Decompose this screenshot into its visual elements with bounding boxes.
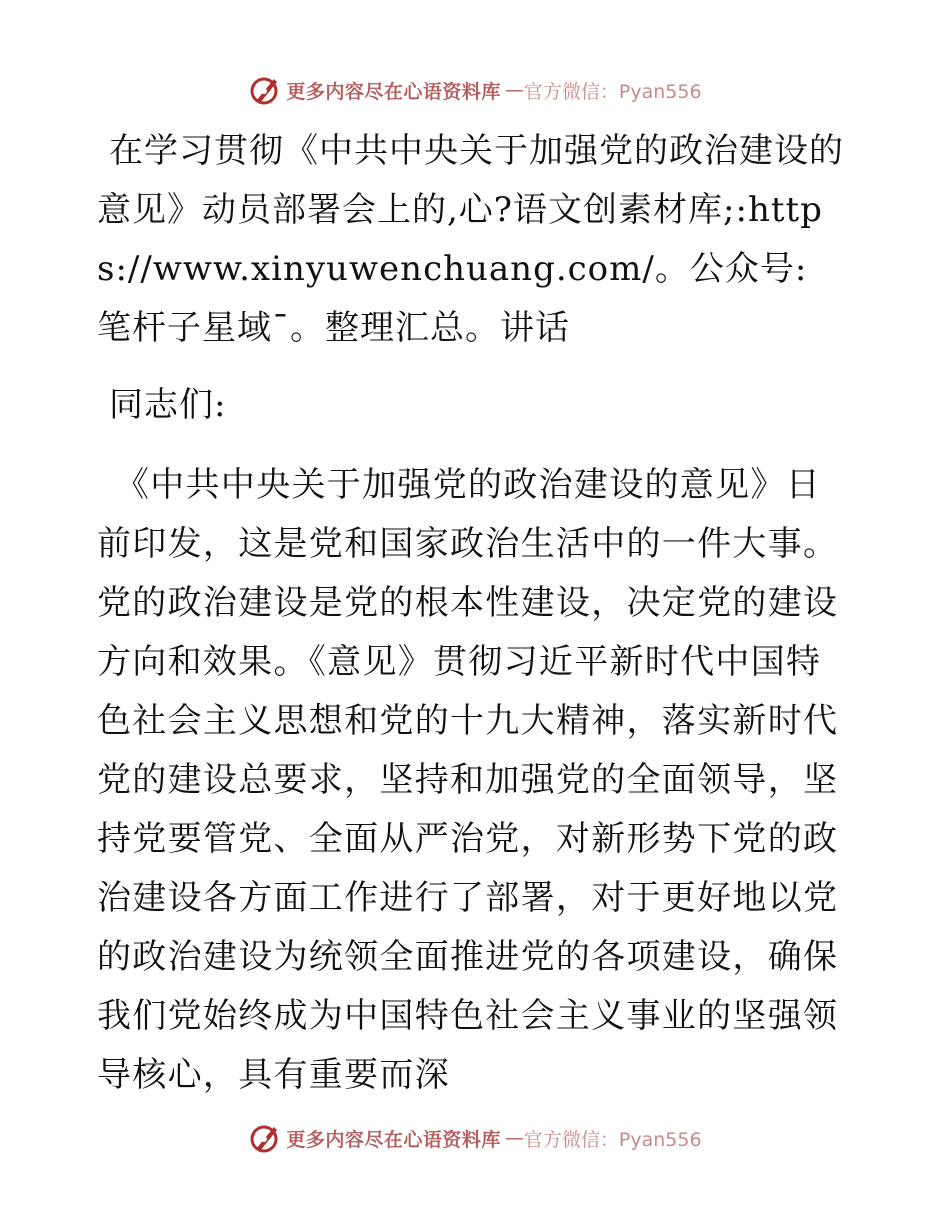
greeting: 同志们:	[109, 385, 227, 425]
banner-wechat-text: 官方微信：Pyan556	[523, 1128, 702, 1151]
banner-main-text: 更多内容尽在心语资料库	[286, 80, 501, 103]
quill-logo-icon	[248, 73, 282, 107]
quill-logo-icon	[248, 1121, 282, 1155]
banner-main-text: 更多内容尽在心语资料库	[286, 1128, 501, 1151]
document-title: 在学习贯彻《中共中央关于加强党的政治建设的意见》动员部署会上的,心?语文创素材库;:https://www.xinyuwenchuang.com/。公众号: 笔杆子星域¯。整理汇总。讲话	[97, 131, 844, 348]
banner-separator: —	[504, 1127, 524, 1149]
document-content	[97, 122, 853, 1105]
banner-separator: —	[504, 79, 524, 101]
header-banner	[0, 70, 950, 110]
body-paragraph: 《中共中央关于加强党的政治建设的意见》日前印发，这是党和国家政治生活中的一件大事。党的政治建设是党的根本性建设，决定党的建设方向和效果。《意见》贯彻习近平新时代中国特色社会主义思想和党的十九大精神，落实新时代党的建设总要求，坚持和加强党的全面领导，坚持党要管党、全面从严治党，对新形势下党的政治建设各方面工作进行了部署，对于更好地以党的政治建设为统领全面推进党的各项建设，确保我们党始终成为中国特色社会主义事业的坚强领导核心，具有重要而深	[97, 465, 839, 1095]
banner-wechat-text: 官方微信：Pyan556	[523, 80, 702, 103]
footer-banner	[0, 1118, 950, 1158]
